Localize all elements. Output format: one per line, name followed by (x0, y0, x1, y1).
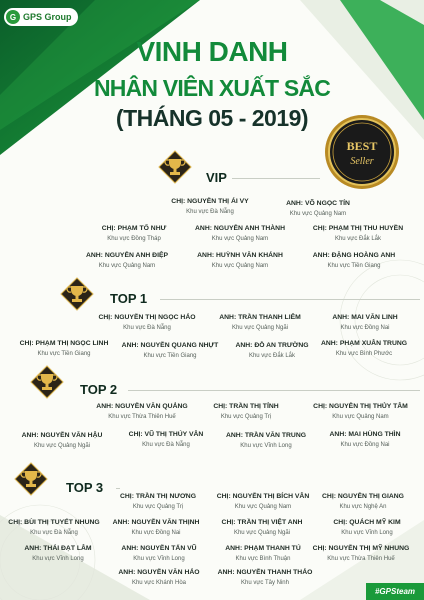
seal-top-text: BEST (346, 139, 378, 153)
person-name: ANH: PHẠM THANH TÚ (225, 545, 301, 552)
person-region: Khu vực Quảng Nam (98, 263, 156, 269)
title-line-2: NHÂN VIÊN XUẤT SẮC (93, 75, 331, 101)
person-name: CHỊ: NGUYỄN THỊ THỦY TÂM (313, 403, 408, 410)
person-name: ANH: ĐỖ AN TRƯỜNG (235, 342, 309, 349)
person-region: Khu vực Thừa Thiên Huế (108, 414, 176, 420)
person-name: CHỊ: TRẦN THỊ TỈNH (213, 403, 279, 410)
gps-group-logo (4, 8, 78, 26)
person-region: Khu vực Tây Ninh (241, 580, 289, 586)
section-vip-separator (232, 178, 320, 179)
person-card (83, 313, 211, 333)
person-card (178, 224, 302, 244)
person-region: Khu vực Đà Nẵng (186, 209, 234, 215)
person-card (296, 224, 420, 244)
person-name: ANH: MAI HÙNG THÌN (329, 431, 401, 438)
person-region: Khu vực Quảng Ngãi (231, 325, 289, 331)
person-region: Khu vực Quảng Nam (289, 211, 347, 217)
person-region: Khu vực Tiền Giang (327, 263, 381, 269)
person-region: Khu vực Đà Nẵng (123, 325, 171, 331)
person-region: Khu vực Tiền Giang (143, 353, 197, 359)
person-name: CHỊ: PHẠM TỐ NHƯ (101, 225, 167, 232)
person-name: CHỊ: PHẠM THỊ NGỌC LINH (19, 340, 109, 347)
trophy-icon (30, 365, 64, 399)
person-card (145, 197, 275, 217)
section-top3-separator (116, 488, 120, 489)
person-region: Khu vực Đồng Nai (340, 442, 390, 448)
person-name: ANH: TRẦN VĂN TRUNG (225, 432, 307, 439)
section-top3-label: TOP 3 (66, 480, 104, 495)
person-name: ANH: NGUYỄN VĂN HẬU (21, 432, 103, 439)
person-region: Khu vực Quảng Nam (211, 236, 269, 242)
person-name: CHỊ: NGUYỄN THỊ ÁI VY (171, 198, 249, 205)
person-name: ANH: TRẦN THANH LIÊM (219, 314, 301, 321)
trophy-icon (14, 462, 48, 496)
person-region: Khu vực Quảng Trị (220, 414, 272, 420)
person-card (100, 544, 218, 564)
person-card (298, 544, 424, 564)
section-top1-label: TOP 1 (110, 291, 148, 306)
person-card (310, 518, 424, 538)
person-card (95, 518, 217, 538)
person-region: Khu vực Quảng Ngãi (233, 530, 291, 536)
person-region: Khu vực Quảng Nam (234, 504, 292, 510)
person-card (6, 544, 110, 564)
person-card (178, 251, 302, 271)
person-region: Khu vực Đà Nẵng (30, 530, 78, 536)
person-card (100, 568, 218, 588)
person-region: Khu vực Đồng Tháp (107, 236, 161, 242)
person-name: CHỊ: TRẦN THỊ VIỆT ANH (221, 519, 303, 526)
person-region: Khu vực Bình Thuận (235, 556, 291, 562)
person-name: CHỊ: TRẦN THỊ NƯƠNG (119, 493, 196, 500)
person-region: Khu vực Vĩnh Long (240, 443, 292, 449)
person-region: Khu vực Nghệ An (339, 504, 387, 510)
person-region: Khu vực Quảng Ngãi (33, 443, 91, 449)
person-region: Khu vực Thừa Thiên Huế (327, 556, 395, 562)
person-name: ANH: NGUYỄN QUANG NHỰT (121, 342, 219, 349)
seal-bottom-text: Seller (350, 156, 374, 167)
person-name: ANH: ĐẶNG HOÀNG ANH (312, 252, 396, 259)
person-name: ANH: MAI VĂN LINH (332, 314, 398, 321)
person-name: CHỊ: NGUYỄN THỊ BÍCH VÂN (216, 493, 310, 500)
person-name: ANH: NGUYỄN THANH THẢO (217, 569, 313, 576)
person-region: Khu vực Đắk Lắk (334, 236, 382, 242)
person-region: Khu vực Khánh Hòa (131, 580, 187, 586)
person-region: Khu vực Vĩnh Long (341, 530, 393, 536)
section-top2-separator (128, 390, 420, 391)
person-name: CHỊ: BÙI THỊ TUYẾT NHUNG (8, 519, 100, 526)
person-region: Khu vực Tiền Giang (37, 351, 91, 357)
person-region: Khu vực Quảng Nam (211, 263, 269, 269)
logo-mark: G (6, 10, 20, 24)
hashtag-banner: #GPSteam (366, 583, 424, 600)
person-card (297, 402, 424, 422)
logo-text: GPS Group (23, 12, 72, 22)
person-region: Khu vực Đồng Nai (131, 530, 181, 536)
title-line-3: (THÁNG 05 - 2019) (115, 105, 309, 131)
title-line-1: VINH DANH (136, 36, 288, 67)
person-name: CHỊ: NGUYỄN THỊ MỸ NHUNG (312, 545, 410, 552)
person-region: Khu vực Vĩnh Long (133, 556, 185, 562)
person-name: ANH: NGUYỄN VĂN THỊNH (112, 519, 200, 526)
person-card (65, 251, 189, 271)
section-top2-label: TOP 2 (80, 382, 118, 397)
person-card (203, 568, 327, 588)
person-name: CHỊ: NGUYỄN THỊ NGỌC HẢO (98, 314, 196, 321)
person-name: ANH: HUỲNH VĂN KHÁNH (197, 252, 283, 259)
person-card (200, 518, 324, 538)
person-name: ANH: NGUYỄN VĂN QUẢNG (96, 403, 188, 410)
person-region: Khu vực Đà Nẵng (142, 442, 190, 448)
person-card (306, 430, 424, 450)
best-seller-seal (322, 112, 402, 192)
person-name: ANH: NGUYỄN TẤN VŨ (121, 545, 197, 552)
trophy-icon (60, 277, 94, 311)
section-top1-separator (160, 299, 420, 300)
person-name: ANH: PHẠM XUÂN TRUNG (320, 340, 408, 347)
person-region: Khu vực Quảng Nam (332, 414, 389, 420)
person-region: Khu vực Quảng Trị (132, 504, 184, 510)
person-region: Khu vực Bình Phước (335, 351, 393, 357)
person-region: Khu vực Đồng Nai (340, 325, 390, 331)
person-region: Khu vực Đắk Lắk (248, 353, 296, 359)
person-card (302, 492, 424, 512)
person-card (0, 518, 108, 538)
section-vip-label: VIP (206, 170, 227, 185)
person-name: CHỊ: VŨ THỊ THÚY VÂN (128, 431, 204, 438)
person-card (258, 199, 378, 219)
person-name: CHỊ: PHẠM THỊ THU HUYỀN (312, 225, 404, 232)
person-name: ANH: VÕ NGỌC TÍN (286, 200, 350, 207)
person-card (304, 339, 424, 359)
trophy-icon (158, 150, 192, 184)
person-card (186, 402, 306, 422)
person-card (198, 313, 322, 333)
person-name: ANH: NGUYỄN ANH THÀNH (195, 225, 285, 232)
person-card (305, 313, 424, 333)
person-name: ANH: NGUYỄN VĂN HẢO (118, 569, 200, 576)
person-card (292, 251, 416, 271)
person-name: ANH: NGUYỄN ANH ĐIỆP (85, 252, 169, 259)
person-region: Khu vực Vĩnh Long (32, 556, 84, 562)
person-name: CHỊ: QUÁCH MỸ KIM (333, 519, 401, 526)
person-name: CHỊ: NGUYỄN THỊ GIANG (322, 493, 404, 500)
person-name: ANH: THÁI ĐẠT LÂM (24, 545, 92, 552)
